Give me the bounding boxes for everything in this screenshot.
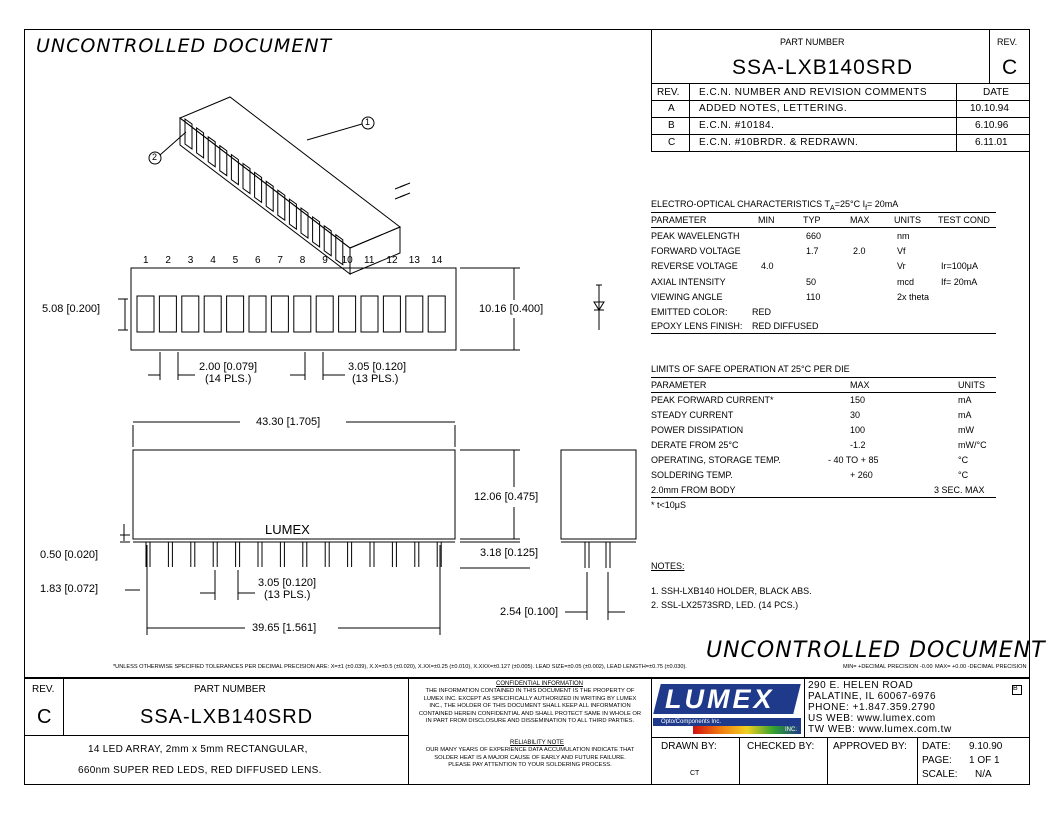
limits-cell: mA bbox=[958, 410, 972, 420]
eo-cell: If= 20mA bbox=[941, 276, 978, 287]
rev-value: C bbox=[1002, 56, 1019, 79]
description-line-2: 660nm SUPER RED LEDS, RED DIFFUSED LENS. bbox=[78, 765, 322, 776]
confidential-line: IN PART FROM DISCLOSURE AND DISSEMINATION TO ALL THIRD PARTIES. bbox=[425, 718, 635, 724]
pin-number: 7 bbox=[277, 255, 283, 266]
rev-label: REV. bbox=[997, 37, 1018, 47]
rev-row-c-rev: C bbox=[668, 137, 676, 148]
approved-by-label: APPROVED BY: bbox=[833, 741, 907, 752]
iso-led-segment bbox=[185, 119, 192, 149]
eo-cell: 2x theta bbox=[897, 291, 930, 302]
confidential-line: INC., THE HOLDER OF THIS DOCUMENT SHALL KEEP ALL INFORMATION bbox=[429, 703, 631, 709]
eo-cell: AXIAL INTENSITY bbox=[651, 276, 726, 287]
limits-header: UNITS bbox=[958, 380, 985, 390]
limits-cell: 2.0mm FROM BODY bbox=[651, 485, 736, 495]
eo-cell: 2.0 bbox=[853, 246, 866, 257]
led-segment bbox=[271, 296, 288, 332]
limits-cell: mW/°C bbox=[958, 440, 987, 450]
limits-cell: 150 bbox=[850, 395, 866, 405]
led-segment bbox=[137, 296, 154, 332]
limits-cell: -1.2 bbox=[850, 440, 866, 450]
led-segment bbox=[383, 296, 400, 332]
led-segment bbox=[316, 296, 333, 332]
iso-led-segment bbox=[301, 208, 308, 238]
dim-lead-length: 3.18 [0.125] bbox=[480, 547, 539, 559]
limits-cell: SOLDERING TEMP. bbox=[651, 470, 733, 480]
iso-led-segment bbox=[208, 137, 215, 167]
eo-cell: nm bbox=[897, 231, 910, 241]
iso-led-segment bbox=[255, 172, 262, 202]
dim-seg-width-pls: (14 PLS.) bbox=[205, 373, 252, 385]
logo-inc: INC. bbox=[785, 727, 797, 733]
page-value: 1 OF 1 bbox=[969, 755, 1000, 766]
reliability-line: PLEASE PAY ATTENTION TO YOUR SOLDERING PROCESS. bbox=[448, 762, 612, 768]
pin-number: 1 bbox=[143, 255, 149, 266]
eo-cell: PEAK WAVELENGTH bbox=[651, 231, 740, 241]
eo-cell: REVERSE VOLTAGE bbox=[651, 261, 738, 272]
limits-cell: 30 bbox=[850, 410, 861, 420]
reliability-line: SOLDER HEAT IS A MAJOR CAUSE OF EARLY AND FUTURE FAILURE. bbox=[434, 754, 626, 761]
iso-led-segment bbox=[243, 164, 250, 194]
watermark-top: UNCONTROLLED DOCUMENT bbox=[36, 35, 333, 57]
callout-2: 2 bbox=[152, 152, 158, 162]
date-label: DATE: bbox=[922, 741, 951, 752]
led-segment bbox=[159, 296, 176, 332]
page-label: PAGE: bbox=[922, 755, 952, 766]
bottom-rev: C bbox=[37, 706, 52, 728]
confidential-line: LUMEX INC. EXCEPT AS SPECIFICALLY AUTHORIZED IN WRITING BY LUMEX bbox=[423, 695, 637, 702]
brand-lettering: LUMEX bbox=[265, 522, 310, 537]
led-segment bbox=[428, 296, 445, 332]
rev-row-a-comment: ADDED NOTES, LETTERING. bbox=[699, 103, 848, 114]
side-view bbox=[120, 422, 520, 635]
iso-led-segment bbox=[231, 155, 238, 185]
lumex-logo bbox=[653, 680, 801, 734]
pin-number: 5 bbox=[232, 255, 239, 266]
confidential-line: THE INFORMATION CONTAINED IN THIS DOCUMENT IS THE PROPERTY OF bbox=[425, 688, 635, 694]
confidential-title: CONFIDENTIAL INFORMATION bbox=[496, 681, 583, 687]
rev-table-header-rev: REV. bbox=[657, 87, 680, 98]
pin-number: 2 bbox=[165, 255, 171, 266]
eo-header: UNITS bbox=[894, 215, 921, 225]
dim-pitch-top: 3.05 [0.120] bbox=[348, 361, 407, 373]
emitted-color-value: RED bbox=[752, 307, 772, 317]
limits-cell: OPERATING, STORAGE TEMP. bbox=[651, 455, 781, 465]
note-2: 2. SSL-LX2573SRD, LED. (14 PCS.) bbox=[651, 600, 799, 610]
eo-header: PARAMETER bbox=[651, 215, 707, 225]
reliability-line: OUR MANY YEARS OF EXPERIENCE DATA ACCUMULATION INDICATE THAT bbox=[425, 747, 635, 753]
limits-cell: + 260 bbox=[850, 470, 873, 480]
checked-by-label: CHECKED BY: bbox=[747, 741, 815, 752]
bottom-part-number-label: PART NUMBER bbox=[194, 684, 266, 695]
led-segment bbox=[249, 296, 266, 332]
logo-tagline: Opto/Components Inc. bbox=[661, 719, 722, 725]
rev-row-c-date: 6.11.01 bbox=[975, 137, 1008, 148]
rev-table-header-comment: E.C.N. NUMBER AND REVISION COMMENTS bbox=[699, 87, 928, 98]
eo-cell: 1.7 bbox=[806, 246, 819, 257]
eo-cell: FORWARD VOLTAGE bbox=[651, 246, 741, 257]
lens-finish-value: RED DIFFUSED bbox=[752, 321, 819, 331]
tolerance-max: MAX= +0.00 -DECIMAL PRECISION bbox=[935, 664, 1027, 670]
limits-title: LIMITS OF SAFE OPERATION AT 25°C PER DIE bbox=[651, 364, 850, 374]
limits-header: MAX bbox=[850, 380, 870, 390]
iso-led-segment bbox=[197, 128, 204, 158]
part-number: SSA-LXB140SRD bbox=[732, 56, 914, 79]
eo-cell: 110 bbox=[806, 291, 821, 302]
led-segment bbox=[204, 296, 221, 332]
dim-pitch-top-pls: (13 PLS.) bbox=[352, 373, 399, 385]
led-segment bbox=[182, 296, 199, 332]
description-line-1: 14 LED ARRAY, 2mm x 5mm RECTANGULAR, bbox=[88, 744, 308, 755]
led-segment bbox=[339, 296, 356, 332]
limits-cell: STEADY CURRENT bbox=[651, 410, 734, 420]
isometric-view bbox=[149, 97, 410, 274]
pin-number: 14 bbox=[431, 255, 443, 266]
lens-finish-label: EPOXY LENS FINISH: bbox=[651, 321, 743, 331]
bottom-part-number: SSA-LXB140SRD bbox=[140, 706, 314, 728]
limits-cell: mA bbox=[958, 395, 972, 405]
eo-cell: Vr bbox=[897, 261, 906, 272]
limits-cell: 100 bbox=[850, 425, 866, 435]
note-1: 1. SSH-LXB140 HOLDER, BLACK ABS. bbox=[651, 586, 812, 596]
limits-header: PARAMETER bbox=[651, 380, 707, 390]
rev-row-b-date: 6.10.96 bbox=[975, 120, 1009, 131]
eo-cell: 4.0 bbox=[761, 261, 774, 272]
iso-led-segment bbox=[220, 146, 227, 176]
eo-cell: 660 bbox=[806, 231, 822, 241]
sheet-size: B bbox=[1013, 685, 1018, 692]
dim-overall-height: 12.06 [0.475] bbox=[474, 491, 539, 503]
confidential-line: CONTAINED HEREIN CONFIDENTIAL AND SHALL PROTECT SAME IN WHOLE OR bbox=[418, 710, 642, 717]
address-line: US WEB: www.lumex.com bbox=[808, 713, 936, 724]
dim-body-height: 10.16 [0.400] bbox=[479, 303, 544, 315]
dim-seg-width: 2.00 [0.079] bbox=[199, 361, 258, 373]
iso-led-segment bbox=[278, 190, 285, 220]
logo-text: LUMEX bbox=[665, 684, 775, 714]
rev-row-c-comment: E.C.N. #10BRDR. & REDRAWN. bbox=[699, 137, 859, 148]
callout-1: 1 bbox=[365, 117, 371, 127]
rev-row-a-date: 10.10.94 bbox=[970, 103, 1009, 114]
limits-cell: mW bbox=[958, 425, 974, 435]
pin-number: 4 bbox=[210, 255, 216, 266]
eo-header: MIN bbox=[758, 215, 775, 225]
dim-pin-offset: 1.83 [0.072] bbox=[40, 583, 99, 595]
eo-header: TYP bbox=[803, 215, 821, 225]
led-segment bbox=[227, 296, 244, 332]
emitted-color-label: EMITTED COLOR: bbox=[651, 307, 728, 317]
iso-led-segment bbox=[313, 217, 320, 247]
bottom-rev-label: REV. bbox=[32, 684, 55, 695]
eo-title: ELECTRO-OPTICAL CHARACTERISTICS $T_A=25^\circ C$ $I_f= 20mA$ bbox=[651, 199, 899, 212]
limits-cell: POWER DISSIPATION bbox=[651, 425, 744, 435]
address-line: 290 E. HELEN ROAD bbox=[808, 680, 914, 691]
dim-pin-span: 39.65 [1.561] bbox=[252, 622, 317, 634]
dim-seg-height: 5.08 [0.200] bbox=[42, 303, 101, 315]
pin-number: 10 bbox=[341, 255, 353, 266]
dim-overall-length: 43.30 [1.705] bbox=[256, 416, 321, 428]
eo-cell: 50 bbox=[806, 276, 817, 287]
limits-footnote: * t<10μS bbox=[651, 500, 686, 510]
drawn-by-label: DRAWN BY: bbox=[661, 741, 717, 752]
rev-table-header-date: DATE bbox=[983, 87, 1009, 98]
dim-row-spacing: 2.54 [0.100] bbox=[500, 606, 559, 618]
limits-cell: °C bbox=[958, 455, 969, 465]
eo-cell: Ir=100μA bbox=[941, 261, 978, 272]
eo-header: MAX bbox=[850, 215, 870, 225]
address-line: PHONE: +1.847.359.2790 bbox=[808, 702, 936, 713]
rev-row-b-comment: E.C.N. #10184. bbox=[699, 120, 775, 131]
limits-cell: 3 SEC. MAX bbox=[934, 485, 985, 495]
pin-number: 11 bbox=[364, 255, 375, 266]
led-segment bbox=[406, 296, 423, 332]
notes-title: NOTES: bbox=[651, 561, 685, 571]
watermark-bottom: UNCONTROLLED DOCUMENT bbox=[706, 638, 1046, 663]
limits-cell: DERATE FROM 25°C bbox=[651, 440, 739, 450]
pin-number: 12 bbox=[386, 255, 398, 266]
rev-row-b-rev: B bbox=[668, 120, 675, 131]
address-line: TW WEB: www.lumex.com.tw bbox=[808, 724, 952, 735]
date-value: 9.10.90 bbox=[969, 741, 1003, 752]
eo-header: TEST COND bbox=[938, 215, 990, 225]
limits-cell: - 40 TO + 85 bbox=[828, 455, 879, 465]
scale-label: SCALE: bbox=[922, 769, 958, 780]
dim-pitch-bottom-pls: (13 PLS.) bbox=[264, 589, 311, 601]
end-view bbox=[460, 450, 636, 620]
pin-number: 8 bbox=[299, 255, 306, 266]
pin-number: 13 bbox=[408, 255, 420, 266]
limits-cell: PEAK FORWARD CURRENT* bbox=[651, 395, 774, 405]
pin-number: 3 bbox=[187, 255, 194, 266]
iso-led-segment bbox=[266, 181, 273, 211]
iso-led-segment bbox=[324, 226, 331, 256]
tolerance-line: *UNLESS OTHERWISE SPECIFIED TOLERANCES PER DECIMAL PRECISION ARE: X=±1 (±0.039), X.X=±0.5 (±0.020), X.XX=±0.25 (±0.010), X.XXX=±0.127 (±0.005). LEAD SIZE=±0.05 (±0.002), LEAD LENGTH=±0.75 (±0.030). bbox=[113, 664, 687, 670]
iso-led-segment bbox=[289, 199, 296, 229]
part-number-label: PART NUMBER bbox=[780, 37, 845, 47]
address-line: PALATINE, IL 60067-6976 bbox=[808, 691, 937, 702]
led-segment bbox=[294, 296, 311, 332]
eo-cell: VIEWING ANGLE bbox=[651, 291, 723, 302]
eo-cell: mcd bbox=[897, 276, 915, 287]
pin-number: 9 bbox=[322, 255, 328, 266]
drawn-by: CT bbox=[690, 770, 700, 777]
pin-number: 6 bbox=[255, 255, 261, 266]
reliability-title: RELIABILITY NOTE bbox=[510, 740, 564, 746]
tolerance-min: MIN= +DECIMAL PRECISION -0.00 bbox=[843, 664, 933, 670]
dim-pitch-bottom: 3.05 [0.120] bbox=[258, 577, 317, 589]
scale-value: N/A bbox=[975, 769, 992, 780]
rev-row-a-rev: A bbox=[668, 103, 675, 114]
dim-standoff: 0.50 [0.020] bbox=[40, 549, 99, 561]
limits-cell: °C bbox=[958, 470, 969, 480]
eo-cell: Vf bbox=[897, 246, 906, 257]
led-segment bbox=[361, 296, 378, 332]
